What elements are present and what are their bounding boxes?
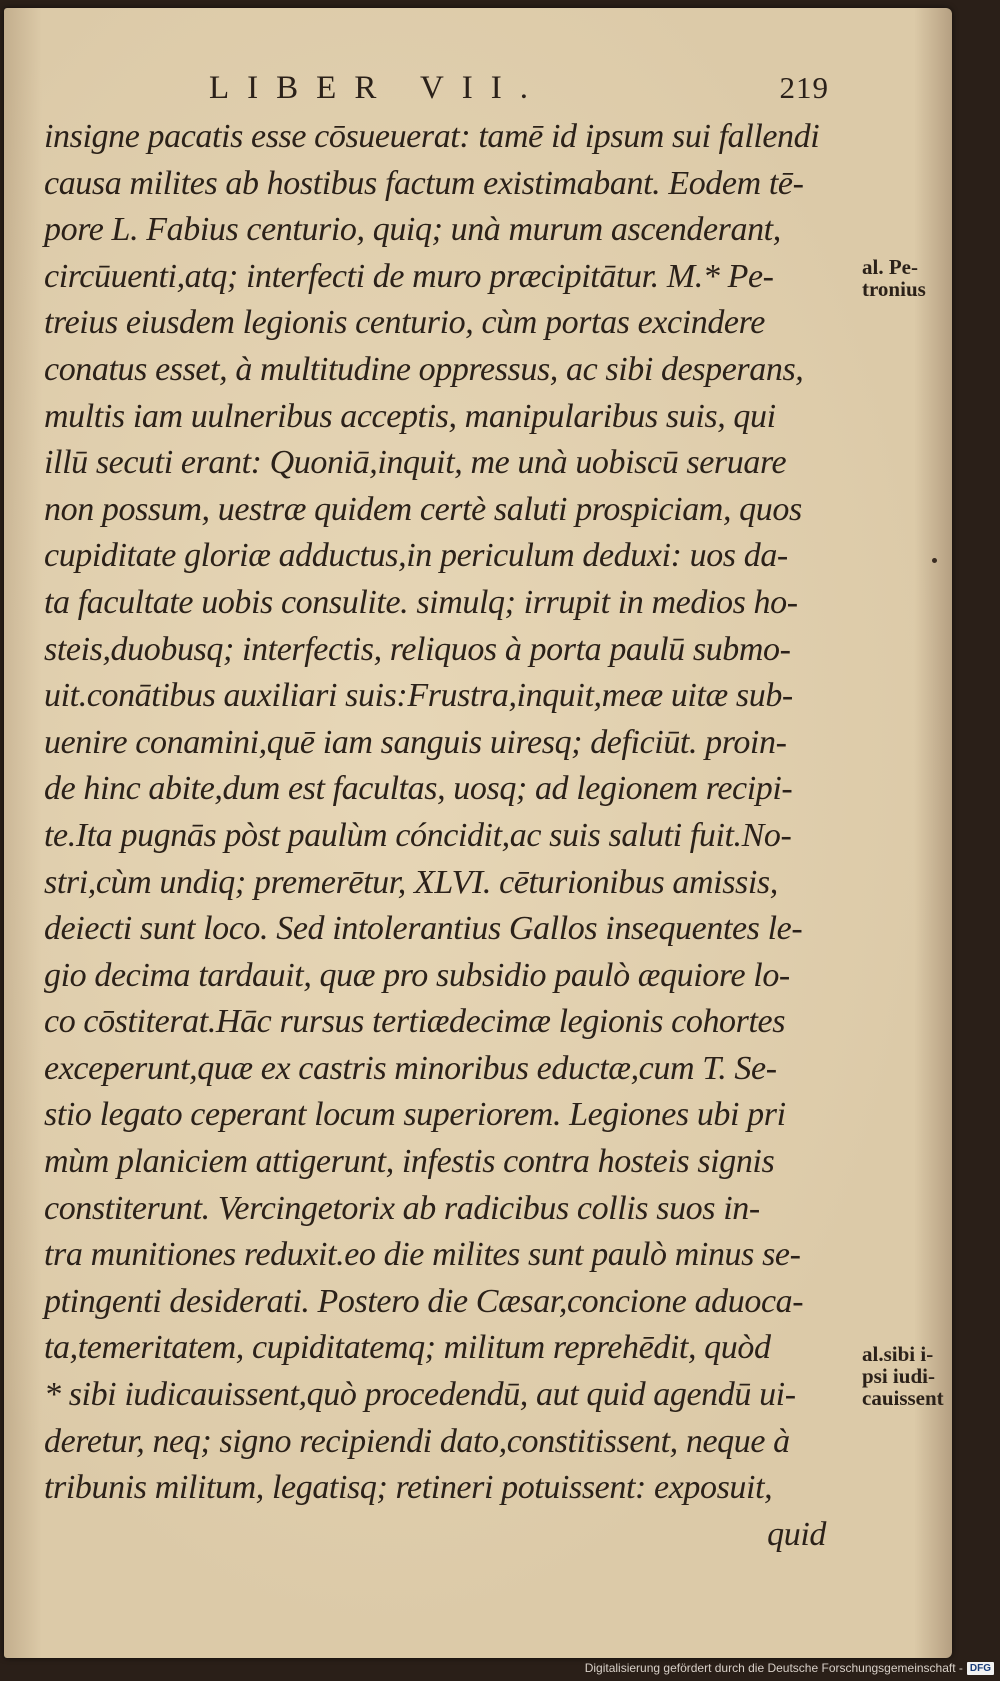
- text-line: treius eiusdem legionis centurio, cùm portas excindere: [44, 304, 765, 342]
- credit-text: Digitalisierung gefördert durch die Deutsche Forschungsgemeinschaft -: [584, 1661, 963, 1675]
- text-line: tribunis militum, legatisq; retineri potuissent: exposuit,: [44, 1469, 773, 1507]
- digitization-credit: [585, 1659, 994, 1677]
- marginal-note-line: al. Pe-: [862, 255, 918, 279]
- marginal-note-line: cauissent: [862, 1386, 944, 1410]
- text-line: exceperunt,quæ ex castris minoribus eductæ,cum T. Se-: [44, 1049, 777, 1087]
- text-line: constiterunt. Vercingetorix ab radicibus collis suos in-: [44, 1189, 760, 1227]
- text-line: uit.conātibus auxiliari suis:Frustra,inquit,meæ uitæ sub-: [44, 677, 793, 715]
- text-line: mùm planiciem attigerunt, infestis contra hosteis signis: [44, 1143, 775, 1181]
- marginal-note: [862, 256, 926, 300]
- text-line: stio legato ceperant locum superiorem. Legiones ubi pri: [44, 1096, 786, 1134]
- text-line: tra munitiones reduxit.eo die milites sunt paulò minus se-: [44, 1236, 801, 1274]
- running-title: LIBER VII.: [209, 70, 547, 106]
- page-header: [209, 70, 829, 120]
- text-line: deretur, neq; signo recipiendi dato,constitissent, neque à: [44, 1422, 790, 1460]
- text-line: deiecti sunt loco. Sed intolerantius Gallos insequentes le-: [44, 910, 803, 948]
- marginal-note-line: al.sibi i-: [862, 1342, 934, 1366]
- text-line: ptingenti desiderati. Postero die Cæsar,concione aduoca-: [44, 1282, 804, 1320]
- page-number: 219: [779, 70, 829, 105]
- marginal-note: [862, 1343, 944, 1409]
- text-line: causa milites ab hostibus factum existimabant. Eodem tē-: [44, 164, 804, 202]
- text-line: co cōstiterat.Hāc rursus tertiædecimæ legionis cohortes: [44, 1003, 786, 1041]
- text-line: non possum, uestræ quidem certè saluti prospiciam, quos: [44, 490, 802, 528]
- text-line: circūuenti,atq; interfecti de muro præcipitātur. M.* Pe-: [44, 257, 774, 295]
- marginal-note-line: tronius: [862, 277, 926, 301]
- marginal-note-line: psi iudi-: [862, 1364, 935, 1388]
- text-line: stri,cùm undiq; premerētur, XLVI. cēturionibus amissis,: [44, 863, 778, 901]
- text-line: * sibi iudicauissent,quò procedendū, aut quid agendū ui-: [44, 1376, 796, 1414]
- catchword: quid: [767, 1515, 826, 1553]
- text-line: de hinc abite,dum est facultas, uosq; ad legionem recipi-: [44, 770, 793, 808]
- text-line: multis iam uulneribus acceptis, manipularibus suis, qui: [44, 397, 776, 435]
- text-line: gio decima tardauit, quæ pro subsidio paulò æquiore lo-: [44, 956, 790, 994]
- ink-speck: [932, 558, 937, 563]
- text-line: ta,temeritatem, cupiditatemq; militum reprehēdit, quòd: [44, 1329, 771, 1367]
- text-line: ta facultate uobis consulite. simulq; irrupit in medios ho-: [44, 583, 798, 621]
- text-line: uenire conamini,quē iam sanguis uiresq; deficiūt. proin-: [44, 723, 787, 761]
- dfg-logo[interactable]: DFG: [967, 1662, 994, 1675]
- text-line: pore L. Fabius centurio, quiq; unà murum ascenderant,: [44, 211, 781, 249]
- text-line: conatus esset, à multitudine oppressus, ac sibi desperans,: [44, 350, 804, 388]
- text-line: insigne pacatis esse cōsueuerat: tamē id ipsum sui fallendi: [44, 118, 820, 155]
- text-line: cupiditate gloriæ adductus,in periculum deduxi: uos da-: [44, 537, 788, 575]
- main-text-block: [44, 114, 844, 1558]
- text-line: te.Ita pugnās pòst paulùm cóncidit,ac suis saluti fuit.No-: [44, 816, 792, 854]
- text-line: illū secuti erant: Quoniā,inquit, me unà uobiscū seruare: [44, 444, 787, 482]
- book-page: [4, 8, 952, 1658]
- text-line: steis,duobusq; interfectis, reliquos à porta paulū submo-: [44, 630, 791, 668]
